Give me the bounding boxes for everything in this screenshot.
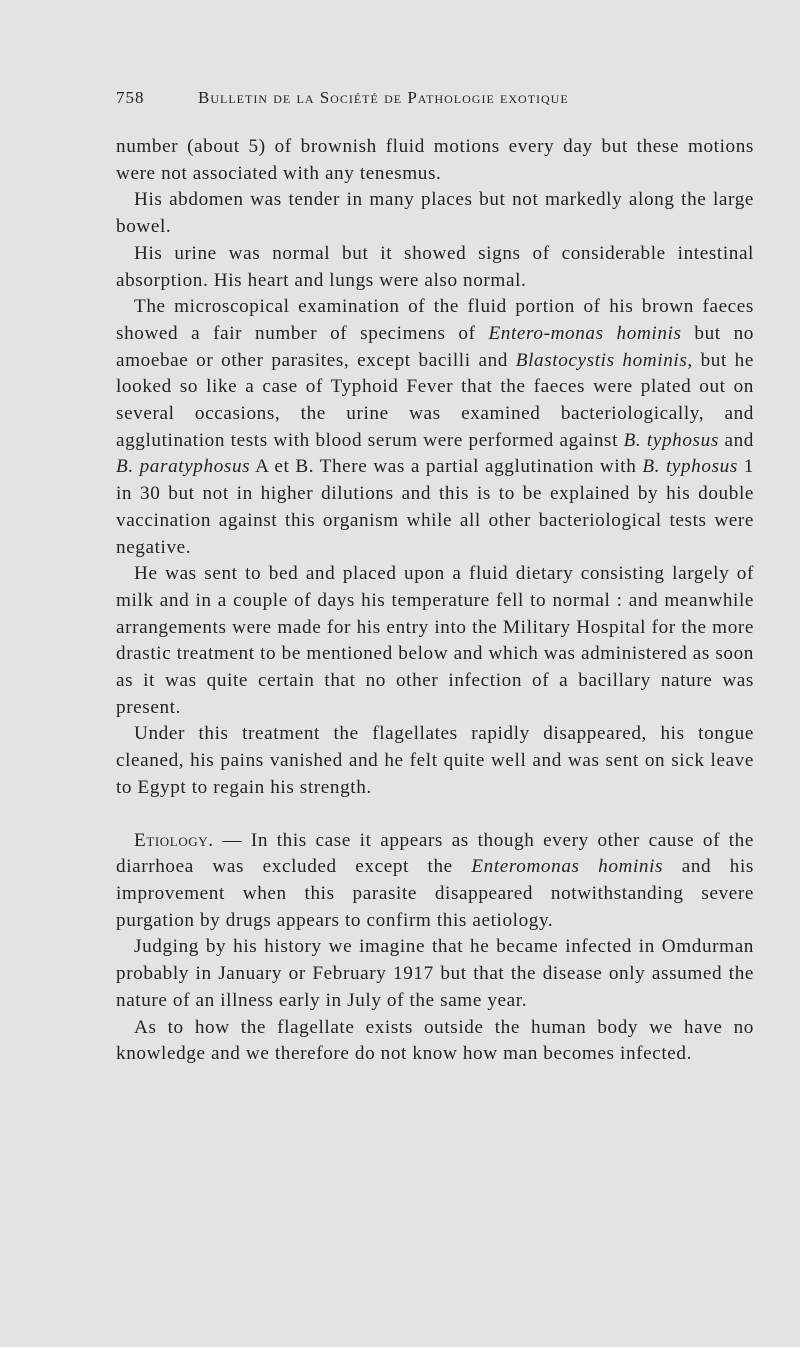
paragraph bbox=[116, 1015, 754, 1068]
text-run: The microscopical examination of the fluid portion of his brown faeces showed a fair number of specimens of bbox=[116, 296, 754, 344]
text-run: but no amoebae or other parasites, except bacilli and bbox=[116, 322, 755, 371]
paragraph bbox=[116, 934, 754, 1014]
text-run: His abdomen was tender in many places but not markedly along the large bowel. bbox=[116, 189, 754, 238]
running-title: Bulletin de la Société de Pathologie exotique bbox=[198, 88, 569, 107]
section-heading: Etiology. bbox=[134, 829, 214, 851]
paragraph bbox=[116, 721, 754, 801]
italic-term: Blastocystis hominis bbox=[515, 349, 688, 371]
text-run: number (about 5) of brownish fluid motions every day but these motions were not associated with any tenesmus. bbox=[116, 136, 754, 184]
text-run: and his improvement when this parasite disappeared notwithstanding severe purgation by drugs appears to confirm this aetiology. bbox=[116, 856, 754, 931]
page-number: 758 bbox=[116, 88, 145, 107]
text-run: A et B. There was a partial agglutination with bbox=[250, 456, 643, 478]
text-run: Judging by his history we imagine that he became infected in Omdurman probably in January or February 1917 but that the disease only assumed the nature of an illness early in July of the same year. bbox=[116, 936, 754, 1011]
italic-term: B. typhosus bbox=[623, 429, 719, 451]
paragraph bbox=[116, 241, 754, 294]
italic-term: B. paratyphosus bbox=[116, 456, 251, 478]
paragraph bbox=[116, 134, 754, 187]
italic-term: B. typhosus bbox=[642, 456, 738, 478]
text-run: He was sent to bed and placed upon a fluid dietary consisting largely of milk and in a couple of days his temperature fell to normal : and meanwhile arrangements were made for his entry into the Military Hospital for the more drastic treatment to be mentioned below and which was administered as soon as it was quite certain that no other infection of a bacillary nature was present. bbox=[116, 563, 754, 718]
paragraph bbox=[116, 187, 754, 240]
paragraph bbox=[116, 561, 754, 721]
paragraph bbox=[116, 294, 754, 561]
article-body bbox=[116, 134, 754, 1068]
text-run: and bbox=[718, 429, 754, 451]
paragraph bbox=[116, 828, 754, 935]
running-header bbox=[116, 88, 676, 108]
italic-term: Enteromonas hominis bbox=[471, 856, 664, 878]
text-run: — In this case it appears as though every other cause of the diarrhoea was excluded except the bbox=[116, 829, 754, 878]
italic-term: Entero-monas hominis bbox=[488, 322, 682, 344]
text-run: Under this treatment the flagellates rapidly disappeared, his tongue cleaned, his pains vanished and he felt quite well and was sent on sick leave to Egypt to regain his strength. bbox=[116, 723, 754, 798]
text-run: His urine was normal but it showed signs of considerable intestinal absorption. His heart and lungs were also normal. bbox=[116, 242, 754, 291]
text-run: , but he looked so like a case of Typhoid Fever that the faeces were plated out on several occasions, the urine was examined bacteriologically, and agglutination tests with blood serum were performed against bbox=[116, 349, 754, 451]
text-run: As to how the flagellate exists outside the human body we have no knowledge and we therefore do not know how man becomes infected. bbox=[116, 1016, 754, 1065]
text-run: 1 in 30 but not in higher dilutions and this is to be explained by his double vaccination against this organism while all other bacteriological tests were negative. bbox=[116, 456, 754, 558]
